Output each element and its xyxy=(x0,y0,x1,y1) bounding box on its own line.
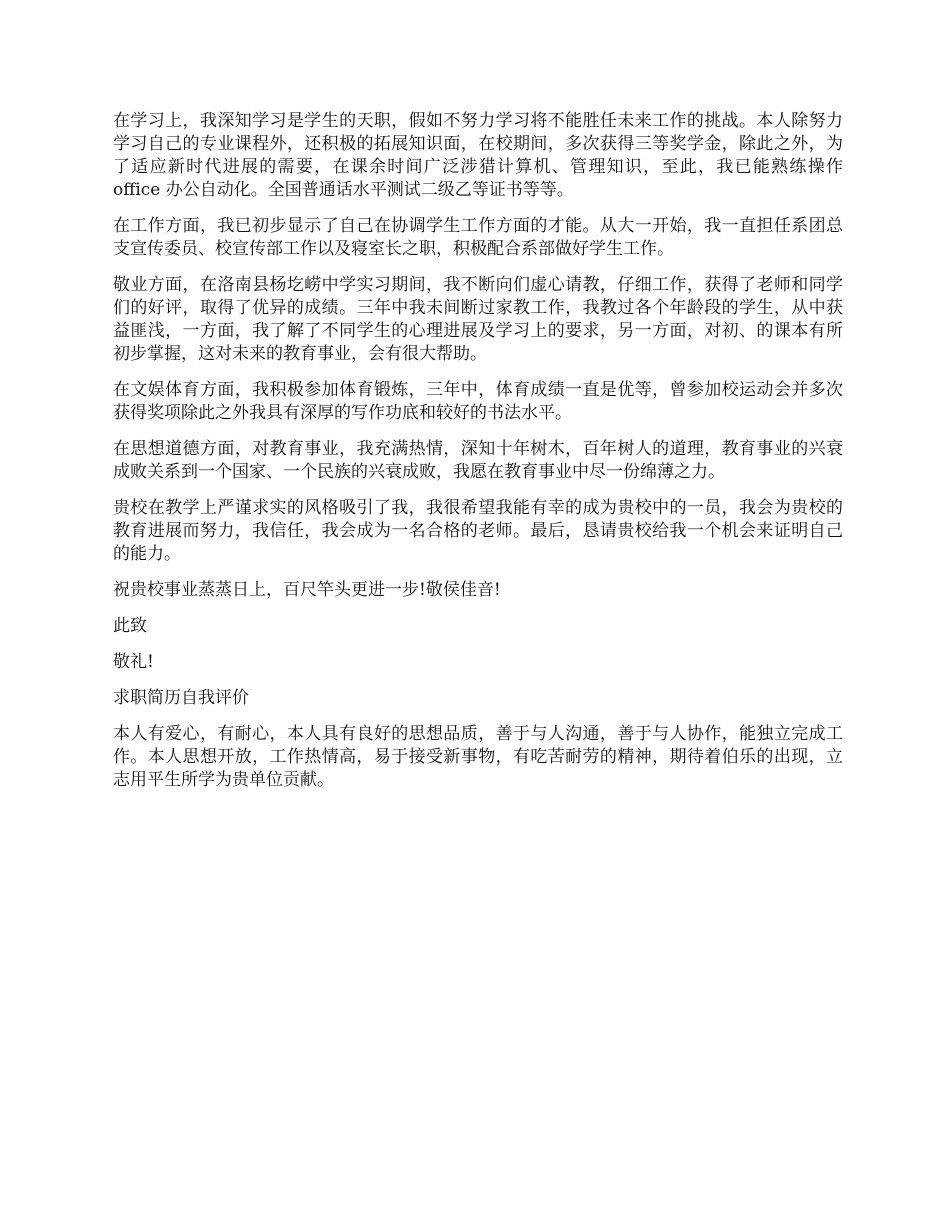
paragraph-sports: 在文娱体育方面，我积极参加体育锻炼，三年中，体育成绩一直是优等，曾参加校运动会并多次获得奖项除此之外我具有深厚的写作功底和较好的书法水平。 xyxy=(113,380,843,423)
paragraph-study: 在学习上，我深知学习是学生的天职，假如不努力学习将不能胜任未来工作的挑战。本人除努力学习自己的专业课程外，还积极的拓展知识面，在校期间，多次获得三等奖学金，除此之外，为了适应新时代进展的需要，在课余时间广泛涉猎计算机、管理知识，至此，我已能熟练操作 office 办公自动化。全国普通话水平测试二级乙等证书等等。 xyxy=(113,111,843,200)
wish-line: 祝贵校事业蒸蒸日上，百尺竿头更进一步!敬侯佳音! xyxy=(113,580,501,600)
paragraph-morality: 在思想道德方面，对教育事业，我充满热情，深知十年树木，百年树人的道理，教育事业的兴衰成败关系到一个国家、一个民族的兴衰成败，我愿在教育事业中尽一份绵薄之力。 xyxy=(113,439,843,482)
closing-line-2: 敬礼! xyxy=(113,652,154,672)
paragraph-work: 在工作方面，我已初步显示了自己在协调学生工作方面的才能。从大一开始，我一直担任系团总支宣传委员、校宣传部工作以及寝室长之职，积极配合系部做好学生工作。 xyxy=(113,216,843,259)
paragraph-school: 贵校在教学上严谨求实的风格吸引了我，我很希望我能有幸的成为贵校中的一员，我会为贵校的教育进展而努力，我信任，我会成为一名合格的老师。最后，恳请贵校给我一个机会来证明自己的能力。 xyxy=(113,498,843,564)
paragraph-self-evaluation: 本人有爱心，有耐心，本人具有良好的思想品质，善于与人沟通，善于与人协作，能独立完成工作。本人思想开放，工作热情高，易于接受新事物，有吃苦耐劳的精神，期待着伯乐的出现，立志用平生所学为贵单位贡献。 xyxy=(113,724,843,790)
document-page xyxy=(113,110,843,805)
closing-line-1: 此致 xyxy=(113,616,147,636)
section-title: 求职简历自我评价 xyxy=(113,688,249,708)
paragraph-dedication: 敬业方面，在洛南县杨圪崂中学实习期间，我不断向们虚心请教，仔细工作，获得了老师和同学们的好评，取得了优异的成绩。三年中我未间断过家教工作，我教过各个年龄段的学生，从中获益匪浅，一方面，我了解了不同学生的心理进展及学习上的要求，另一方面，对初、的课本有所初步掌握，这对未来的教育事业，会有很大帮助。 xyxy=(113,275,843,364)
